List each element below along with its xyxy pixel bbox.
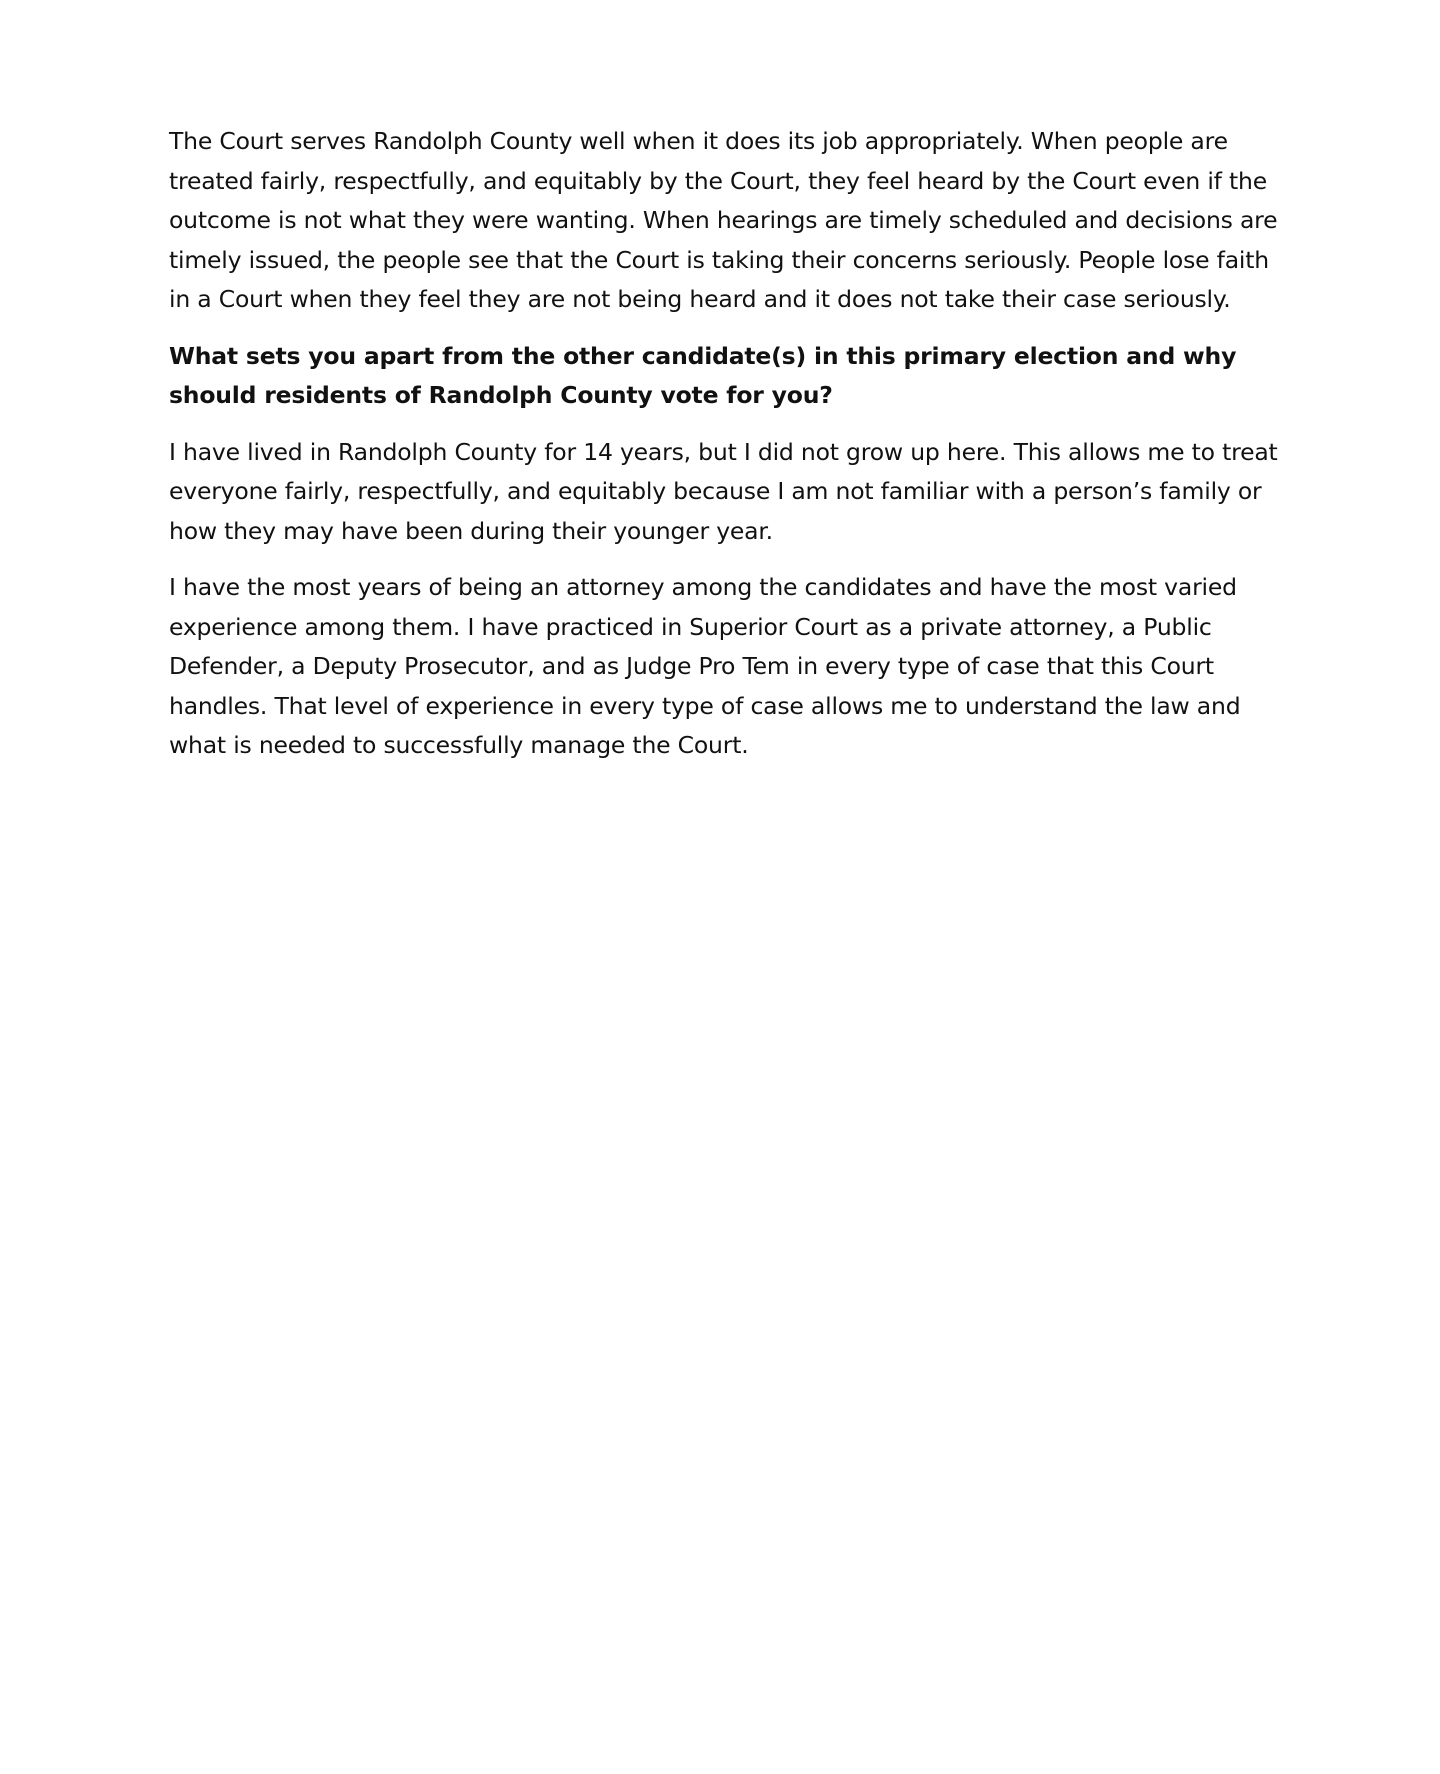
answer-paragraph: The Court serves Randolph County well when it does its job appropriately. When people are treated fairly, respectfully, and equitably by the Court, they feel heard by the Court even if the outcome is not what they were wanting. When hearings are timely scheduled and decisions are timely issued, the people see that the Court is taking their concerns seriously. People lose faith in a Court when they feel they are not being heard and it does not take their case seriously. [169, 127, 1278, 313]
question-heading: What sets you apart from the other candidate(s) in this primary election and why should residents of Randolph County vote for you? [169, 341, 1237, 409]
answer-paragraph: I have the most years of being an attorney among the candidates and have the most varied experience among them. I have practiced in Superior Court as a private attorney, a Public Defender, a Deputy Prosecutor, and as Judge Pro Tem in every type of case that this Court handles. That level of experience in every type of case allows me to understand the law and what is needed to successfully manage the Court. [169, 573, 1241, 759]
answer-paragraph: I have lived in Randolph County for 14 years, but I did not grow up here. This allows me to treat everyone fairly, respectfully, and equitably because I am not familiar with a person’s family or how they may have been during their younger year. [169, 437, 1278, 545]
document-body [169, 122, 1289, 783]
